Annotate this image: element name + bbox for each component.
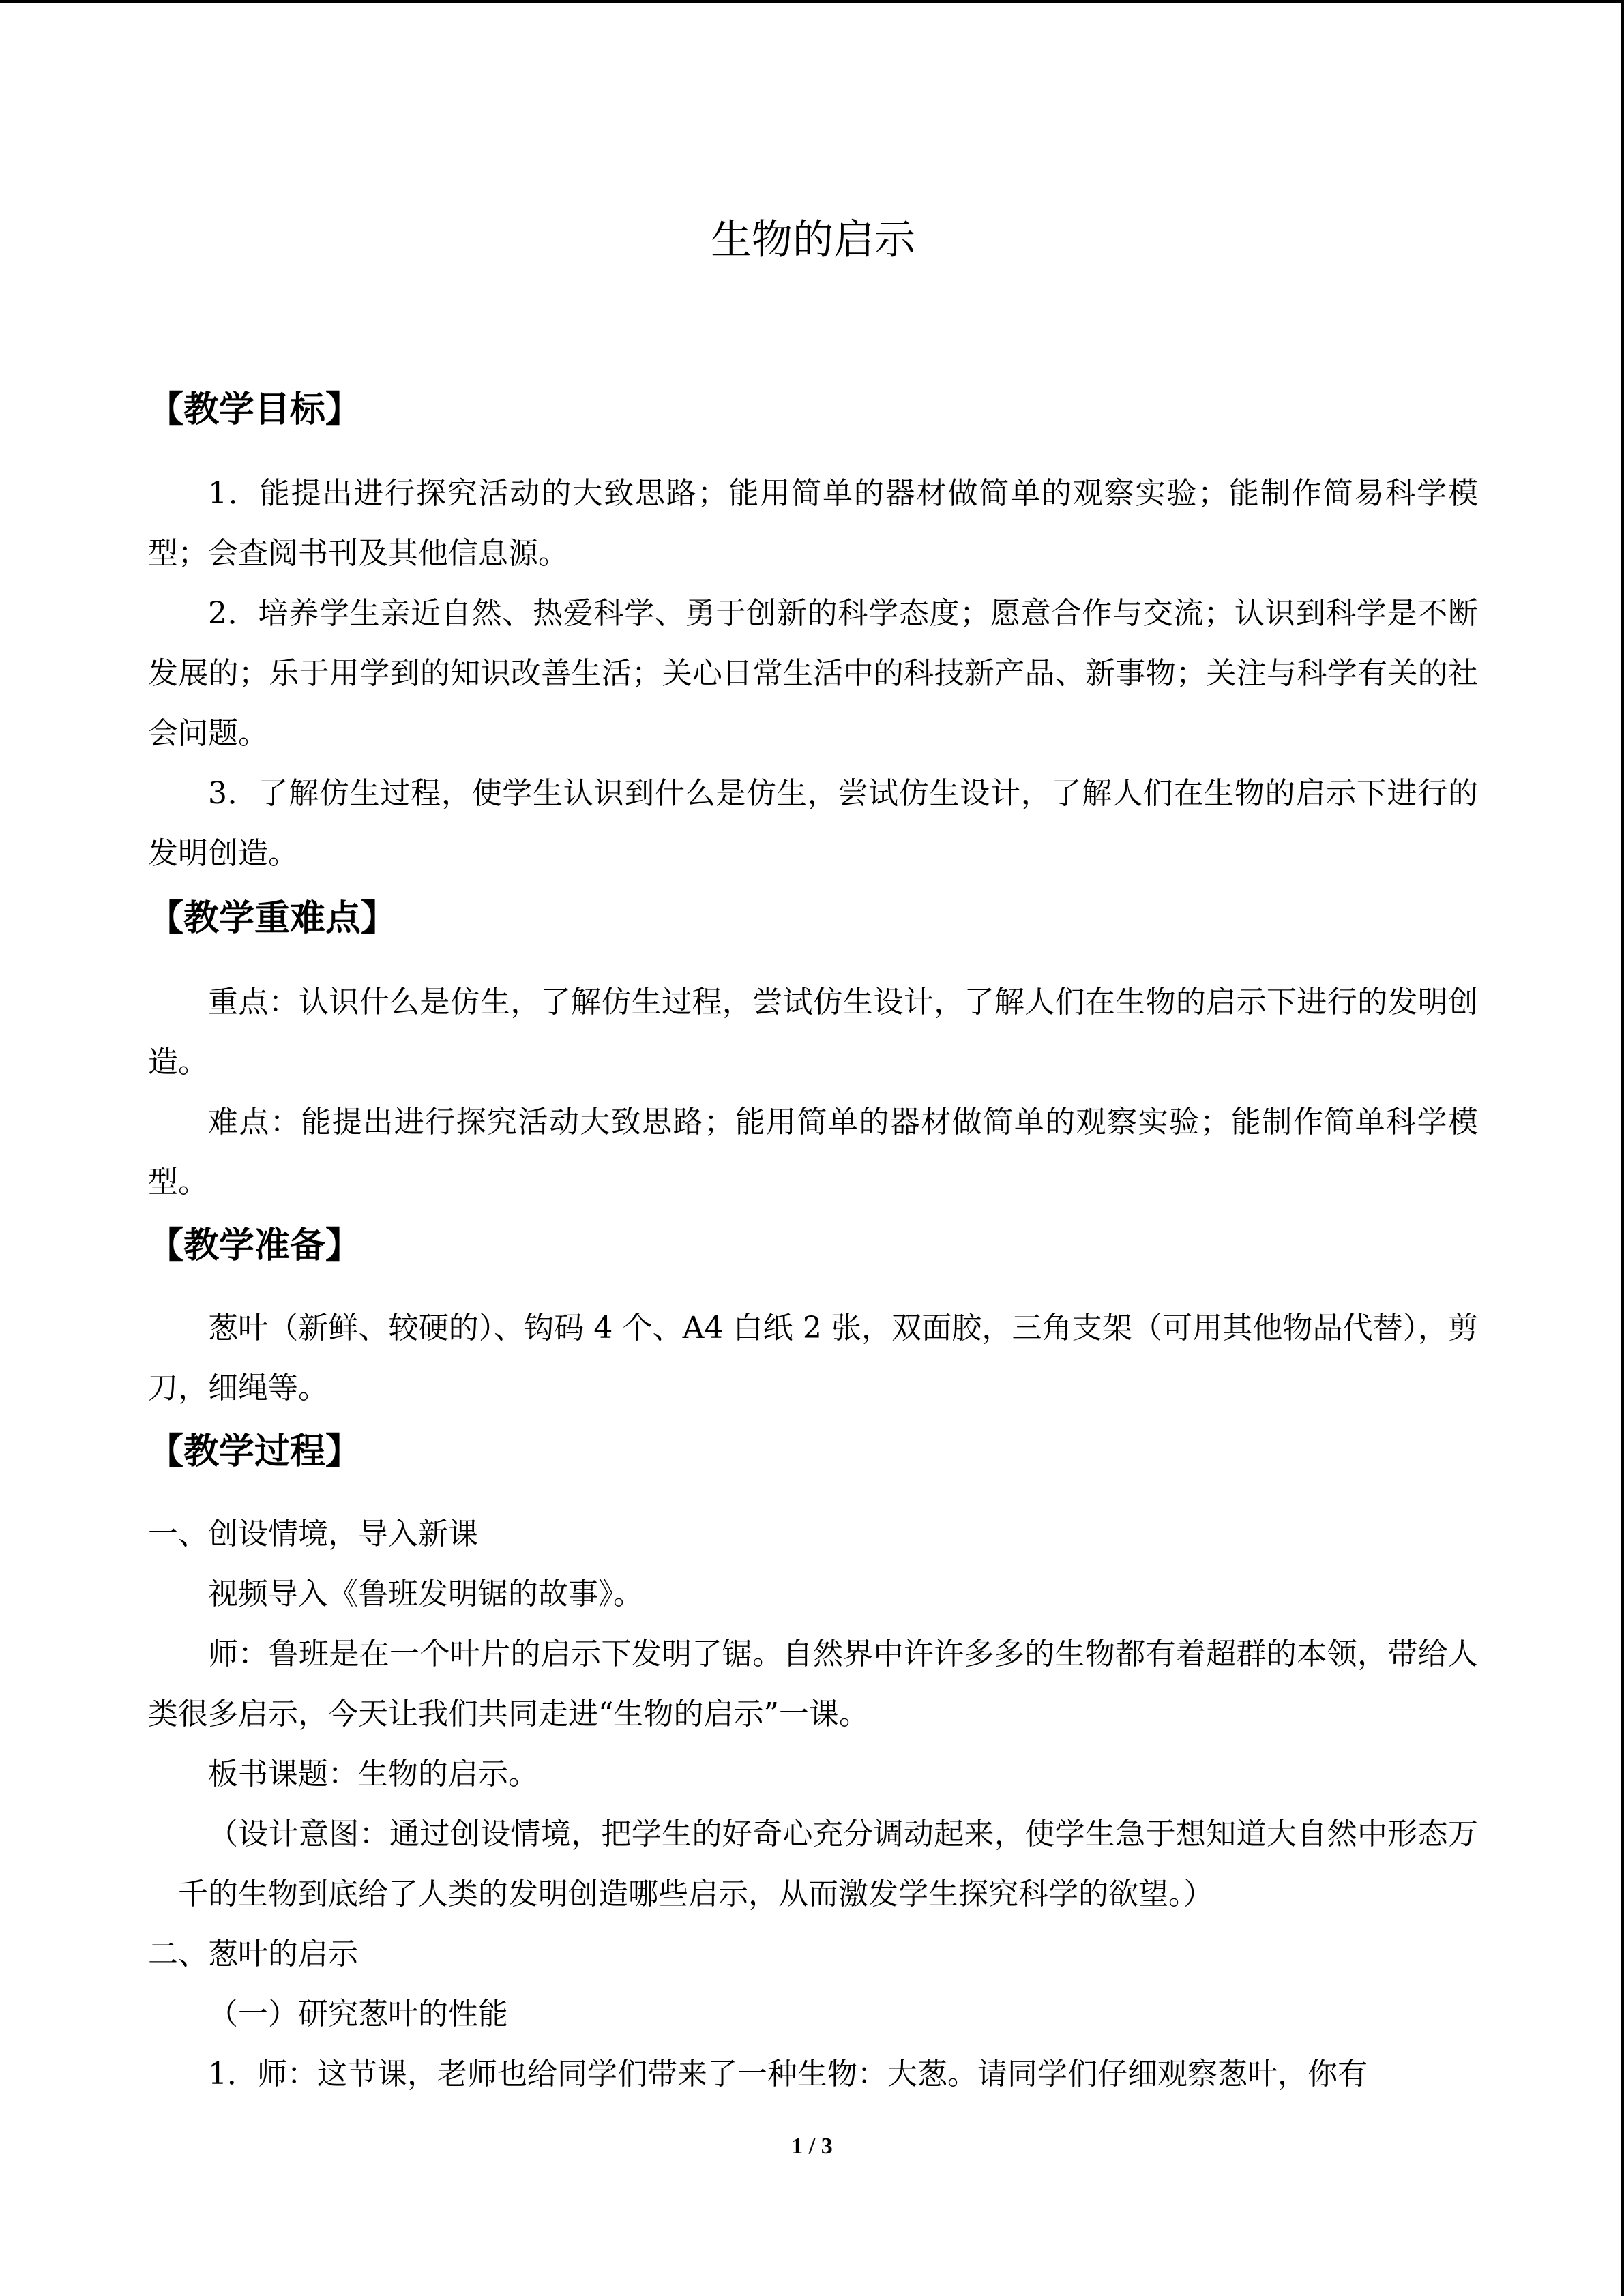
paragraph: 难点：能提出进行探究活动大致思路；能用简单的器材做简单的观察实验；能制作简单科学模型。 bbox=[148, 1105, 1478, 1199]
paragraph: 3．了解仿生过程，使学生认识到什么是仿生，尝试仿生设计，了解人们在生物的启示下进行的发明创造。 bbox=[148, 776, 1478, 871]
paragraph: （一）研究葱叶的性能 bbox=[208, 1997, 508, 2031]
paragraph: 1．师：这节课，老师也给同学们带来了一种生物：大葱。请同学们仔细观察葱叶，你有 bbox=[208, 2057, 1368, 2091]
page-number: 1 / 3 bbox=[791, 2134, 833, 2159]
paragraph: 板书课题：生物的启示。 bbox=[208, 1757, 538, 1791]
paragraph: 一、创设情境，导入新课 bbox=[148, 1517, 478, 1551]
section-heading-process: 【教学过程】 bbox=[148, 1431, 361, 1472]
paragraph: 葱叶（新鲜、较硬的）、钩码 4 个、A4 白纸 2 张，双面胶，三角支架（可用其他物品代替），剪刀，细绳等。 bbox=[148, 1311, 1478, 1405]
section-heading-key-points: 【教学重难点】 bbox=[148, 898, 397, 939]
paragraph: 视频导入《鲁班发明锯的故事》。 bbox=[208, 1577, 643, 1611]
paragraph: 重点：认识什么是仿生，了解仿生过程，尝试仿生设计，了解人们在生物的启示下进行的发明创造。 bbox=[148, 985, 1478, 1079]
paragraph: 1．能提出进行探究活动的大致思路；能用简单的器材做简单的观察实验；能制作简易科学模型；会查阅书刊及其他信息源。 bbox=[148, 476, 1478, 571]
section-heading-objectives: 【教学目标】 bbox=[148, 389, 361, 430]
paragraph: 师：鲁班是在一个叶片的启示下发明了锯。自然界中许许多多的生物都有着超群的本领，带给人类很多启示，今天让我们共同走进“生物的启示”一课。 bbox=[148, 1637, 1478, 1731]
paragraph: （设计意图：通过创设情境，把学生的好奇心充分调动起来，使学生急于想知道大自然中形态万千的生物到底给了人类的发明创造哪些启示，从而激发学生探究科学的欲望。） bbox=[178, 1817, 1478, 1911]
document-title: 生物的启示 bbox=[711, 216, 915, 264]
paragraph: 2．培养学生亲近自然、热爱科学、勇于创新的科学态度；愿意合作与交流；认识到科学是不断发展的；乐于用学到的知识改善生活；关心日常生活中的科技新产品、新事物；关注与科学有关的社会问题。 bbox=[148, 596, 1478, 751]
paragraph: 二、葱叶的启示 bbox=[148, 1937, 358, 1971]
section-heading-preparation: 【教学准备】 bbox=[148, 1225, 361, 1266]
